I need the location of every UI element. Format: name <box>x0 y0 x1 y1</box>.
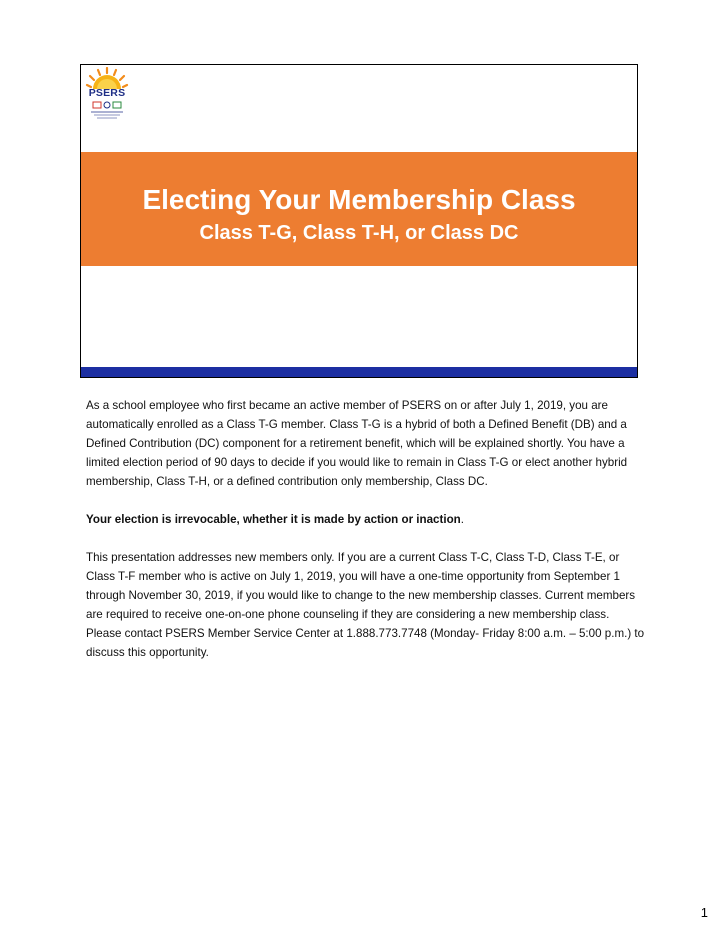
speaker-notes <box>86 396 646 681</box>
logo-text: PSERS <box>88 87 126 99</box>
slide-subtitle: Class T-G, Class T-H, or Class DC <box>199 222 519 244</box>
notes-paragraph-3: This presentation addresses new members only. If you are a current Class T-C, Class T-D, Class T-E, or Class T-F member who is active on July 1, 2019, you will have a one-time opportunity from September 1 through November 30, 2019, if you would like to change to the new membership classes. Current members are required to receive one-on-one phone counseling if they are considering a new membership class. Please contact PSERS Member Service Center at 1.888.773.7748 (Monday- Friday 8:00 a.m. – 5:00 p.m.) to discuss this opportunity. <box>86 551 645 659</box>
slide-bottom-bar <box>81 367 637 377</box>
page-number: 1 <box>700 905 708 920</box>
logo-emblem-icon <box>85 101 129 121</box>
title-banner <box>81 152 637 266</box>
psers-logo <box>85 67 129 123</box>
slide-thumbnail <box>80 64 638 378</box>
notes-emphasis: Your election is irrevocable, whether it is made by action or inaction <box>86 513 461 526</box>
slide-title: Electing Your Membership Class <box>142 184 576 215</box>
notes-paragraph-1: As a school employee who first became an active member of PSERS on or after July 1, 2019, you are automatically enrolled as a Class T-G member. Class T-G is a hybrid of both a Defined Benefit (DB) and a Defined Contribution (DC) component for a retirement benefit, which will be explained shortly. You have a limited election period of 90 days to decide if you would like to remain in Class T-G or elect another hybrid membership, Class T-H, or a defined contribution only membership, Class DC. <box>86 399 628 488</box>
notes-emphasis-tail: . <box>460 513 464 526</box>
notes-paragraph-2 <box>86 510 646 529</box>
